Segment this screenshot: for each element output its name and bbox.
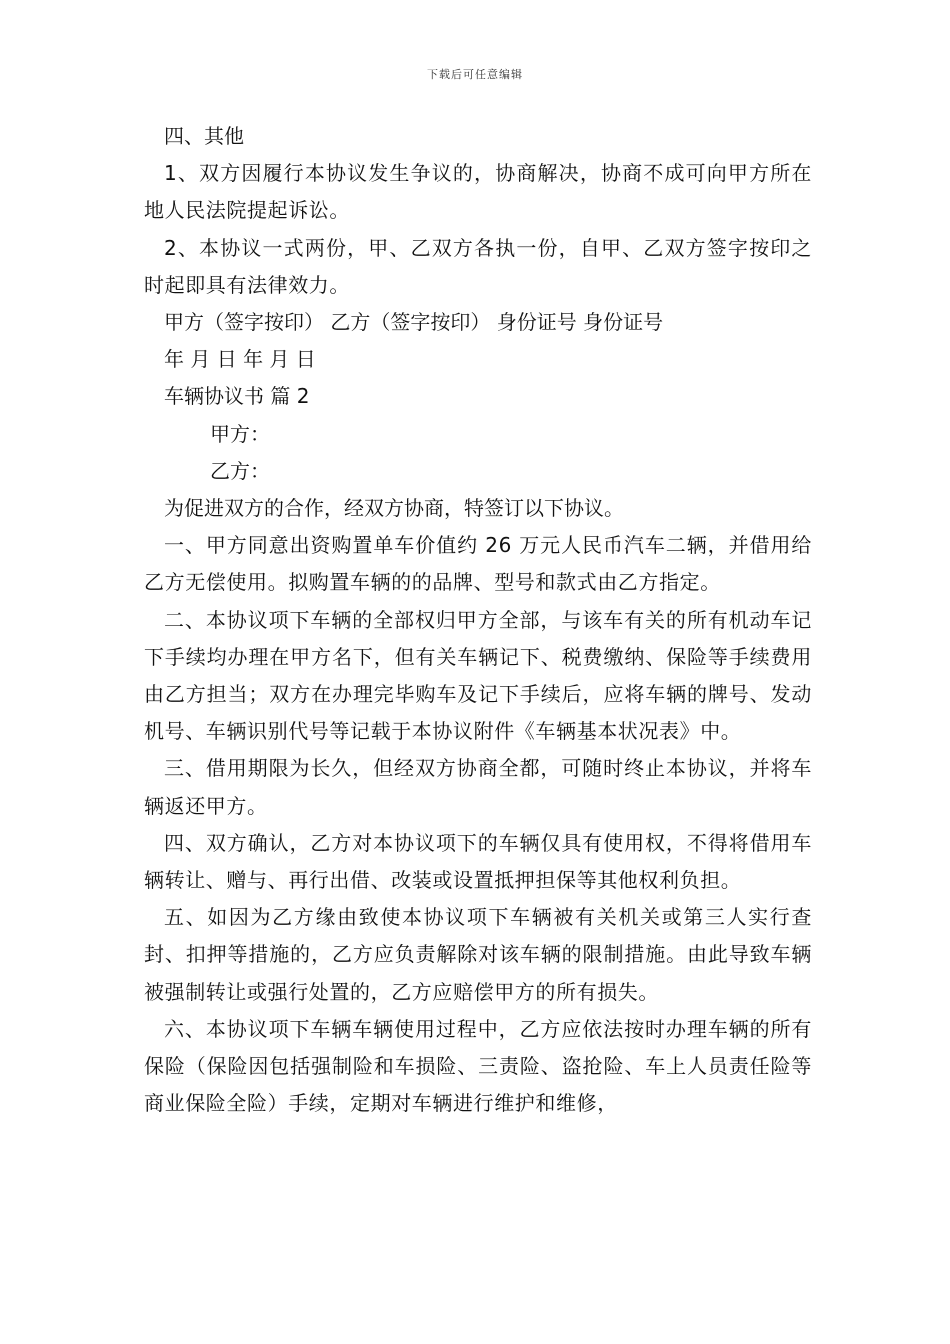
date-line: 年 月 日 年 月 日 (164, 347, 316, 372)
clause-3: 三、借用期限为长久，但经双方协商全都，可随时终止本协议，并将车辆返还甲方。 (144, 756, 812, 818)
item-2: 2、本协议一式两份，甲、乙双方各执一份，自甲、乙双方签字按印之时起即具有法律效力。 (144, 235, 812, 297)
intro-paragraph: 为促进双方的合作，经双方协商，特签订以下协议。 (164, 496, 624, 521)
clause-6: 六、本协议项下车辆车辆使用过程中，乙方应依法按时办理车辆的所有保险（保险因包括强制险和车损险、三责险、盗抢险、车上人员责任险等商业保险全险）手续，定期对车辆进行维护和维修， (144, 1016, 812, 1116)
clause-2: 二、本协议项下车辆的全部权归甲方全部，与该车有关的所有机动车记下手续均办理在甲方名下，但有关车辆记下、税费缴纳、保险等手续费用由乙方担当；双方在办理完毕购车及记下手续后，应将车辆的牌号、发动机号、车辆识别代号等记载于本协议附件《车辆基本状况表》中。 (144, 607, 812, 744)
party-a-label: 甲方： (210, 421, 270, 446)
document-body (144, 118, 812, 1122)
item-1: 1、双方因履行本协议发生争议的，协商解决，协商不成可向甲方所在地人民法院提起诉讼。 (144, 161, 812, 223)
clause-5: 五、如因为乙方缘由致使本协议项下车辆被有关机关或第三人实行查封、扣押等措施的，乙方应负责解除对该车辆的限制措施。由此导致车辆被强制转让或强行处置的，乙方应赔偿甲方的所有损失。 (144, 905, 812, 1004)
signature-line: 甲方（签字按印） 乙方（签字按印） 身份证号 身份证号 (164, 310, 664, 335)
document-2-title: 车辆协议书 篇 2 (164, 384, 310, 409)
section-title: 四、其他 (164, 124, 244, 148)
clause-4: 四、双方确认，乙方对本协议项下的车辆仅具有使用权，不得将借用车辆转让、赠与、再行出借、改装或设置抵押担保等其他权利负担。 (144, 830, 812, 893)
page-header-note: 下载后可任意编辑 (427, 68, 523, 81)
party-b-label: 乙方： (210, 458, 270, 483)
clause-1: 一、甲方同意出资购置单车价值约 26 万元人民币汽车二辆，并借用给乙方无偿使用。拟购置车辆的的品牌、型号和款式由乙方指定。 (144, 533, 812, 595)
